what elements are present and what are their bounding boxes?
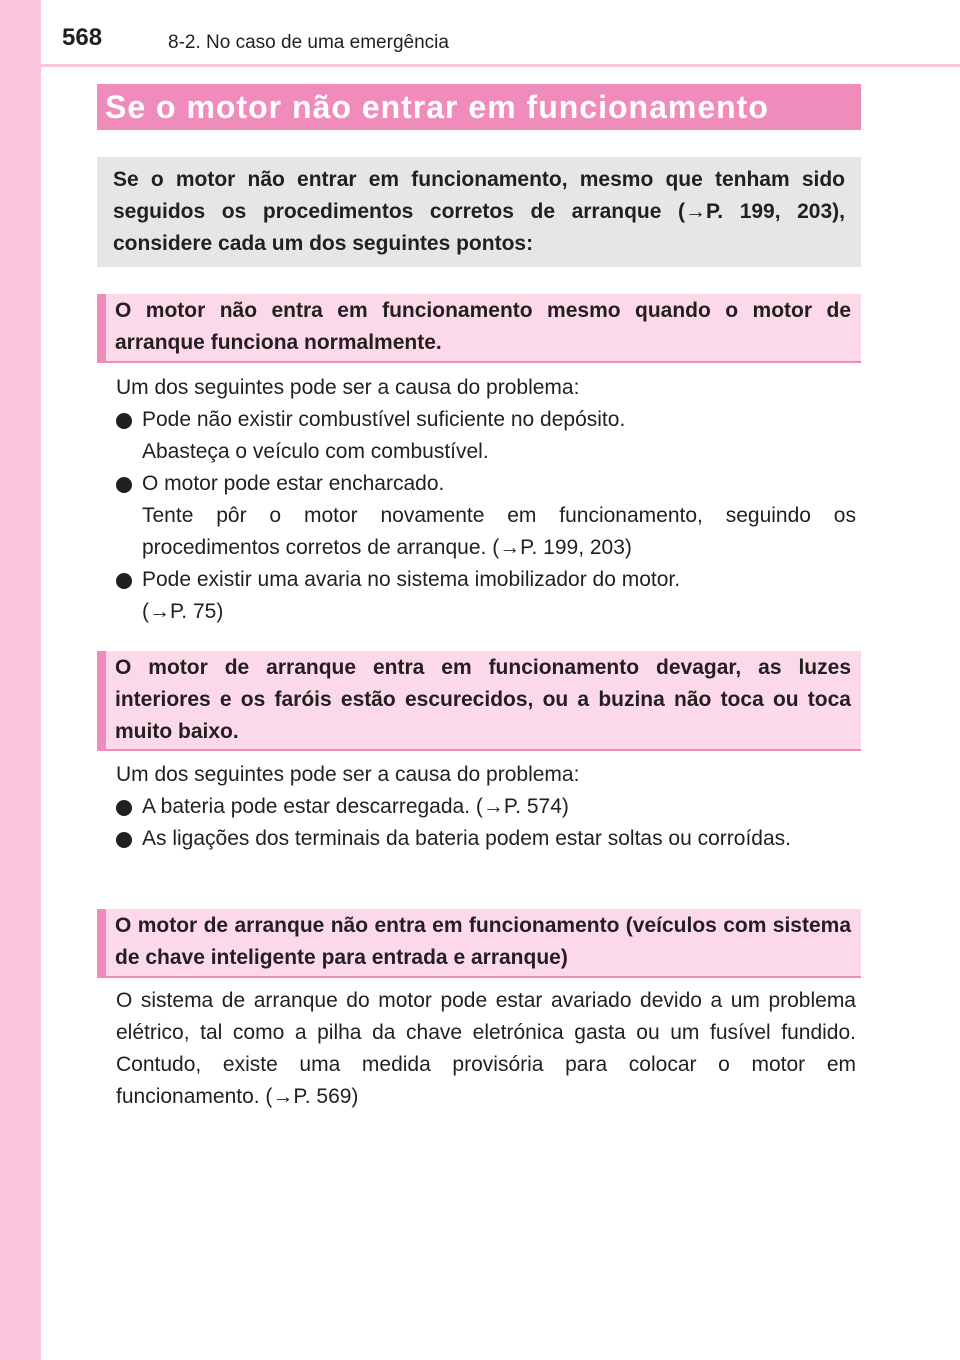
list-item [116, 823, 856, 855]
section-3-paragraph: O sistema de arranque do motor pode estar avariado devido a um problema elétrico, tal como a pilha da chave eletrónica gasta ou um fusível fundido. Contudo, existe uma medida provisória para colocar o motor em funcionamento. (→P. 569) [116, 989, 856, 1108]
bullet-text: O motor pode estar encharcado. [142, 472, 445, 495]
section-2-lead: Um dos seguintes pode ser a causa do problema: [116, 763, 580, 786]
bullet-text: Pode existir uma avaria no sistema imobilizador do motor. [142, 568, 681, 591]
bullet-detail: Tente pôr o motor novamente em funcionamento, seguindo os procedimentos corretos de arranque. (→P. 199, 203) [142, 504, 856, 559]
page-title-text: Se o motor não entrar em funcionamento [105, 89, 769, 125]
list-item [116, 564, 856, 628]
page-title [97, 84, 861, 130]
section-header: 8-2. No caso de uma emergência [168, 32, 449, 53]
bullet-text: As ligações dos terminais da bateria podem estar soltas ou corroídas. [142, 827, 792, 850]
list-item [116, 404, 856, 468]
subheader-starter-no-start: O motor de arranque não entra em funcionamento (veículos com sistema de chave inteligente para entrada e arranque) [97, 909, 861, 978]
list-item [116, 791, 856, 823]
subheader-engine-no-start: O motor não entra em funcionamento mesmo quando o motor de arranque funciona normalmente. [97, 294, 861, 363]
bullet-icon [116, 477, 132, 493]
subheader-slow-starter: O motor de arranque entra em funcionamento devagar, as luzes interiores e os faróis estão escurecidos, ou a buzina não toca ou toca muito baixo. [97, 651, 861, 751]
bullet-detail: (→P. 75) [142, 600, 224, 623]
intro-box: Se o motor não entrar em funcionamento, mesmo que tenham sido seguidos os procedimentos corretos de arranque (→P. 199, 203), considere cada um dos seguintes pontos: [97, 157, 861, 267]
page-number: 568 [62, 24, 103, 51]
bullet-text: A bateria pode estar descarregada. (→P. 574) [142, 795, 569, 818]
section-1-lead: Um dos seguintes pode ser a causa do problema: [116, 376, 580, 399]
section-2-body [116, 759, 856, 855]
bullet-icon [116, 413, 132, 429]
bullet-icon [116, 832, 132, 848]
bullet-icon [116, 573, 132, 589]
bullet-icon [116, 800, 132, 816]
header-rule [41, 64, 960, 67]
bullet-text: Pode não existir combustível suficiente no depósito. [142, 408, 626, 431]
side-color-band [0, 0, 41, 1360]
section-1-body [116, 372, 856, 628]
bullet-detail: Abasteça o veículo com combustível. [142, 440, 489, 463]
list-item [116, 468, 856, 564]
